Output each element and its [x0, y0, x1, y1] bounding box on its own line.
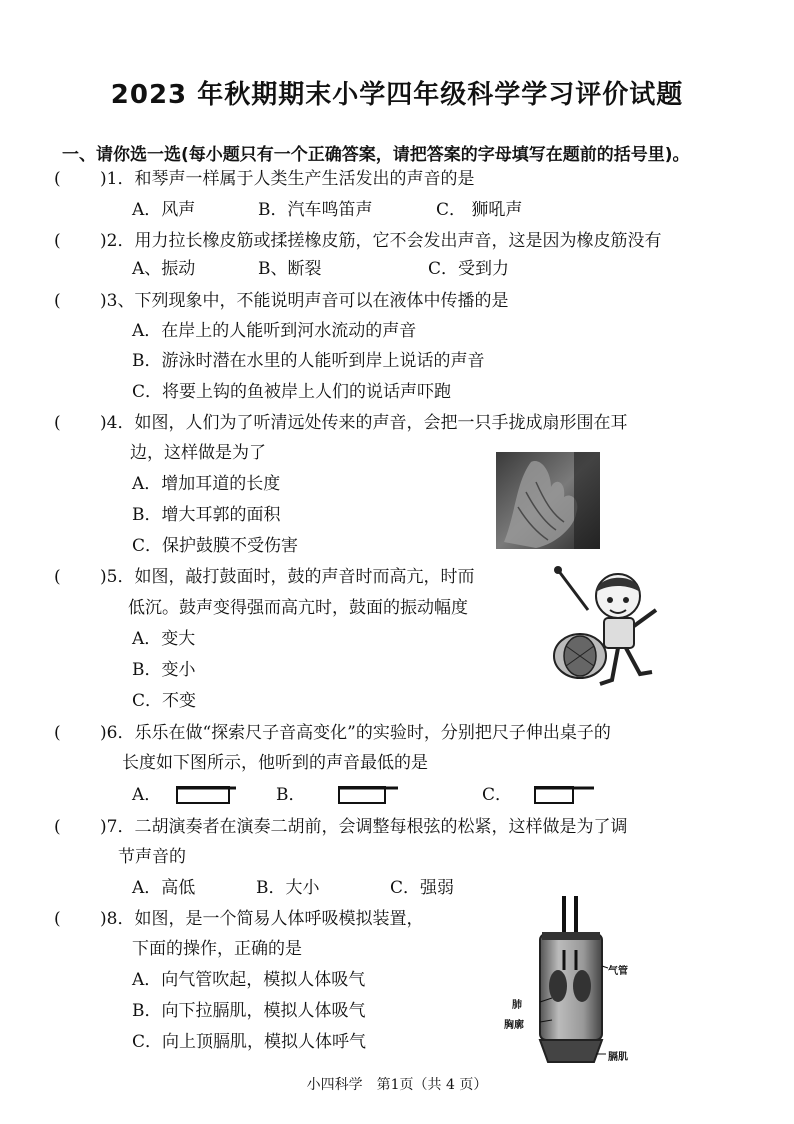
option-b: B、断裂	[258, 259, 322, 279]
answer-paren[interactable]: (	[54, 291, 61, 311]
label-chest: 胸廓	[504, 1020, 524, 1031]
label-diaphragm: 膈肌	[608, 1052, 628, 1063]
option-c: C．受到力	[428, 259, 510, 279]
answer-paren[interactable]: (	[54, 413, 61, 433]
ruler-diagram-c	[534, 786, 596, 806]
question-stem-cont: 下面的操作，正确的是	[132, 939, 302, 959]
page-title: 2023 年秋期期末小学四年级科学学习评价试题	[110, 80, 684, 110]
question-stem: )8．如图，是一个简易人体呼吸模拟装置，	[100, 909, 424, 929]
option-a: A．增加耳道的长度	[132, 474, 281, 494]
question-stem: )6．乐乐在做“探索尺子音高变化”的实验时，分别把尺子伸出桌子的	[100, 723, 611, 743]
label-trachea: 气管	[608, 966, 628, 977]
label-lung: 肺	[512, 1000, 522, 1011]
option-c: C．保护鼓膜不受伤害	[132, 536, 299, 556]
option-b: B．大小	[256, 878, 320, 898]
answer-paren[interactable]: (	[54, 723, 61, 743]
option-c: C．将要上钩的鱼被岸上人们的说话声吓跑	[132, 382, 452, 402]
option-a: A．变大	[132, 629, 196, 649]
breathing-model-diagram	[530, 894, 620, 1066]
answer-paren[interactable]: (	[54, 169, 61, 189]
question-stem-cont: 边，这样做是为了	[130, 443, 266, 463]
option-a: A．风声	[132, 200, 196, 220]
question-stem-cont: 节声音的	[118, 847, 186, 867]
ruler-diagram-b	[338, 786, 400, 806]
option-a: A、振动	[132, 259, 196, 279]
question-stem: )2．用力拉长橡皮筋或揉搓橡皮筋，它不会发出声音，这是因为橡皮筋没有	[100, 231, 662, 251]
question-stem-cont: 低沉。鼓声变得强而高亢时，鼓面的振动幅度	[128, 598, 468, 618]
option-b: B．汽车鸣笛声	[258, 200, 373, 220]
drummer-boy-illustration	[548, 566, 666, 696]
option-a: A．	[132, 785, 162, 805]
option-c: C．向上顶膈肌，模拟人体呼气	[132, 1032, 367, 1052]
hand-ear-photo	[496, 452, 600, 549]
ruler-diagram-a	[176, 786, 238, 806]
question-stem: )5．如图，敲打鼓面时，鼓的声音时而高亢，时而	[100, 567, 475, 587]
option-a: A．在岸上的人能听到河水流动的声音	[132, 321, 417, 341]
option-c: C．不变	[132, 691, 197, 711]
question-stem: )7．二胡演奏者在演奏二胡前，会调整每根弦的松紧，这样做是为了调	[100, 817, 628, 837]
question-stem-cont: 长度如下图所示，他听到的声音最低的是	[122, 753, 428, 773]
option-b: B．增大耳郭的面积	[132, 505, 281, 525]
option-c: C．强弱	[390, 878, 455, 898]
option-a: A．向气管吹起，模拟人体吸气	[132, 970, 366, 990]
section-heading: 一、请你选一选(每小题只有一个正确答案，请把答案的字母填写在题前的括号里)。	[62, 145, 690, 165]
option-a: A．高低	[132, 878, 196, 898]
question-stem: )4．如图，人们为了听清远处传来的声音，会把一只手拢成扇形围在耳	[100, 413, 628, 433]
answer-paren[interactable]: (	[54, 817, 61, 837]
question-stem: )1．和琴声一样属于人类生产生活发出的声音的是	[100, 169, 475, 189]
option-c: C． 狮吼声	[436, 200, 523, 220]
option-b: B．变小	[132, 660, 196, 680]
option-b: B．游泳时潜在水里的人能听到岸上说话的声音	[132, 351, 485, 371]
answer-paren[interactable]: (	[54, 567, 61, 587]
page-footer: 小四科学 第1页（共 4 页）	[306, 1077, 488, 1093]
question-stem: )3、下列现象中，不能说明声音可以在液体中传播的是	[100, 291, 509, 311]
answer-paren[interactable]: (	[54, 231, 61, 251]
option-b: B．	[276, 785, 306, 805]
option-b: B．向下拉膈肌，模拟人体吸气	[132, 1001, 366, 1021]
option-c: C．	[482, 785, 513, 805]
answer-paren[interactable]: (	[54, 909, 61, 929]
